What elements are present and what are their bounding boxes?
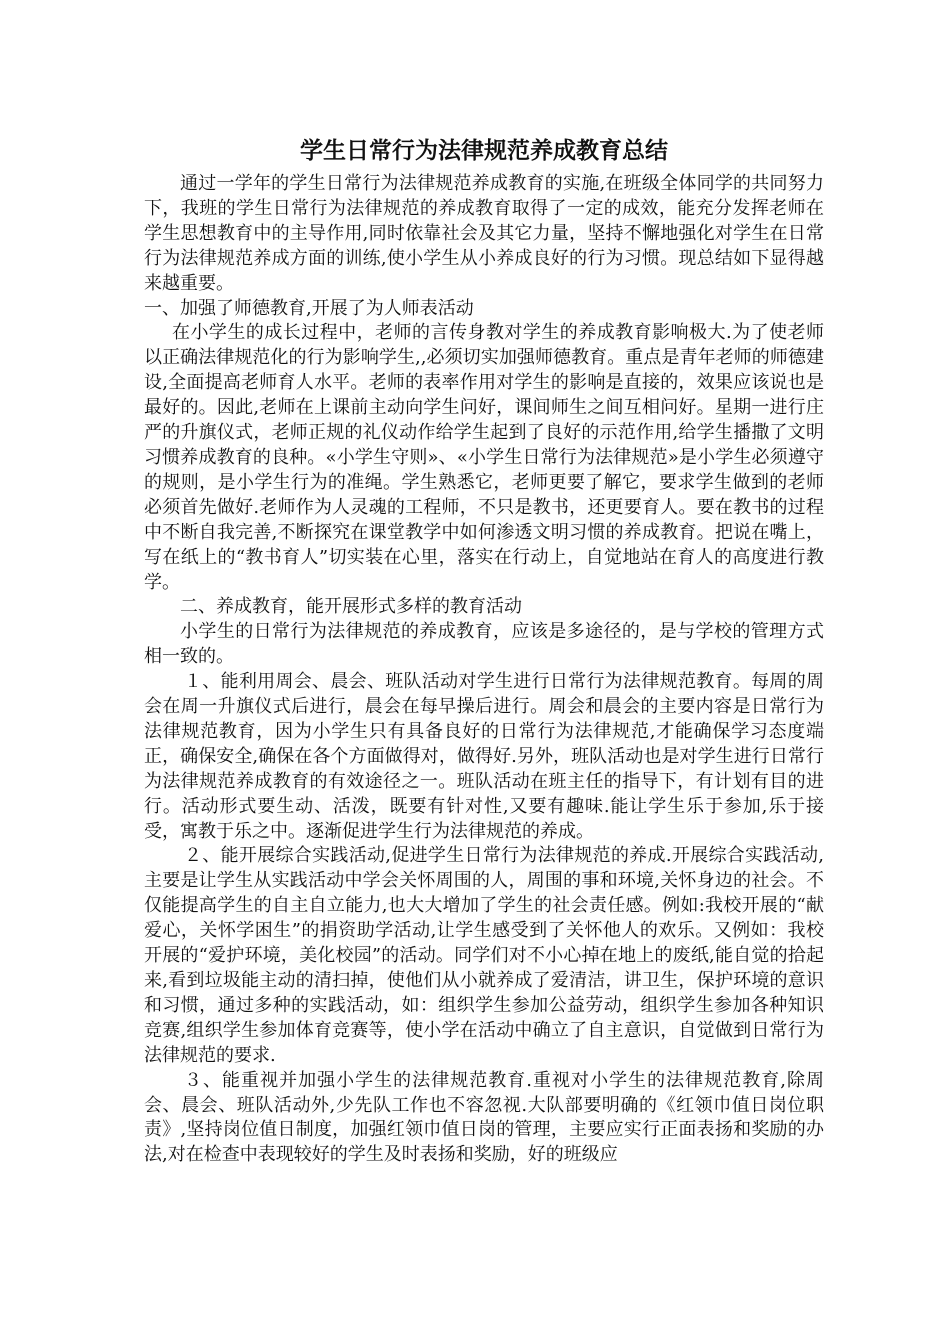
- item-1-paragraph: １、能利用周会、晨会、班队活动对学生进行日常行为法律规范教育。每周的周会在周一升旗仪式后进行，晨会在每早操后进行。周会和晨会的主要内容是日常行为法律规范教育，因为小学生只有具备良好的日常行为法律规范,才能确保学习态度端正，确保安全,确保在各个方面做得对，做得好.另外，班队活动也是对学生进行日常行为法律规范养成教育的有效途径之一。班队活动在班主任的指导下，有计划有目的进行。活动形式要生动、活泼，既要有针对性,又要有趣味.能让学生乐于参加,乐于接受，寓教于乐之中。逐渐促进学生行为法律规范的养成。: [144, 671, 824, 842]
- intro-paragraph: 通过一学年的学生日常行为法律规范养成教育的实施,在班级全体同学的共同努力下，我班的学生日常行为法律规范的养成教育取得了一定的成效，能充分发挥老师在学生思想教育中的主导作用,同时依靠社会及其它力量，坚持不懈地强化对学生在日常行为法律规范养成方面的训练,使小学生从小养成良好的行为习惯。现总结如下显得越来越重要。: [144, 173, 824, 294]
- item-3-paragraph: ３、能重视并加强小学生的法律规范教育.重视对小学生的法律规范教育,除周会、晨会、班队活动外,少先队工作也不容忽视.大队部要明确的《红领巾值日岗位职责》,坚持岗位值日制度，加强红领巾值日岗的管理，主要应实行正面表扬和奖励的办法,对在检查中表现较好的学生及时表扬和奖励，好的班级应: [144, 1069, 824, 1166]
- document-page: [144, 130, 824, 1168]
- section-heading-1: 一、加强了师德教育,开展了为人师表活动: [144, 297, 474, 319]
- section-1-paragraph: 在小学生的成长过程中，老师的言传身教对学生的养成教育影响极大.为了使老师以正确法律规范化的行为影响学生,,必须切实加强师德教育。重点是青年老师的师德建设,全面提高老师育人水平。老师的表率作用对学生的影响是直接的，效果应该说也是最好的。因此,老师在上课前主动向学生问好，课间师生之间互相问好。星期一进行庄严的升旗仪式，老师正规的礼仪动作给学生起到了良好的示范作用,给学生播撒了文明习惯养成教育的良种。«小学生守则»、«小学生日常行为法律规范»是小学生必须遵守的规则，是小学生行为的准绳。学生熟悉它，老师更要了解它，要求学生做到的老师必须首先做好.老师作为人灵魂的工程师，不只是教书，还更要育人。要在教书的过程中不断自我完善,不断探究在课堂教学中如何渗透文明习惯的养成教育。把说在嘴上，写在纸上的“教书育人”切实装在心里，落实在行动上，自觉地站在育人的高度进行教学。: [144, 322, 824, 593]
- section-heading-2: 二、养成教育，能开展形式多样的教育活动: [180, 596, 522, 618]
- section-2-intro-paragraph: 小学生的日常行为法律规范的养成教育，应该是多途径的，是与学校的管理方式相一致的。: [144, 621, 824, 668]
- item-2-paragraph: ２、能开展综合实践活动,促进学生日常行为法律规范的养成.开展综合实践活动,主要是让学生从实践活动中学会关怀周围的人，周围的事和环境,关怀身边的社会。不仅能提高学生的自主自立能力,也大大增加了学生的社会责任感。例如:我校开展的“献爱心，关怀学困生”的捐资助学活动,让学生感受到了关怀他人的欢乐。又例如：我校开展的“爱护环境，美化校园”的活动。同学们对不小心掉在地上的废纸,能自觉的拾起来,看到垃圾能主动的清扫掉，使他们从小就养成了爱清洁，讲卫生，保护环境的意识和习惯，通过多种的实践活动，如：组织学生参加公益劳动，组织学生参加各种知识竞赛,组织学生参加体育竞赛等，使小学在活动中确立了自主意识，自觉做到日常行为法律规范的要求.: [144, 845, 825, 1066]
- document-title: 学生日常行为法律规范养成教育总结: [300, 138, 668, 164]
